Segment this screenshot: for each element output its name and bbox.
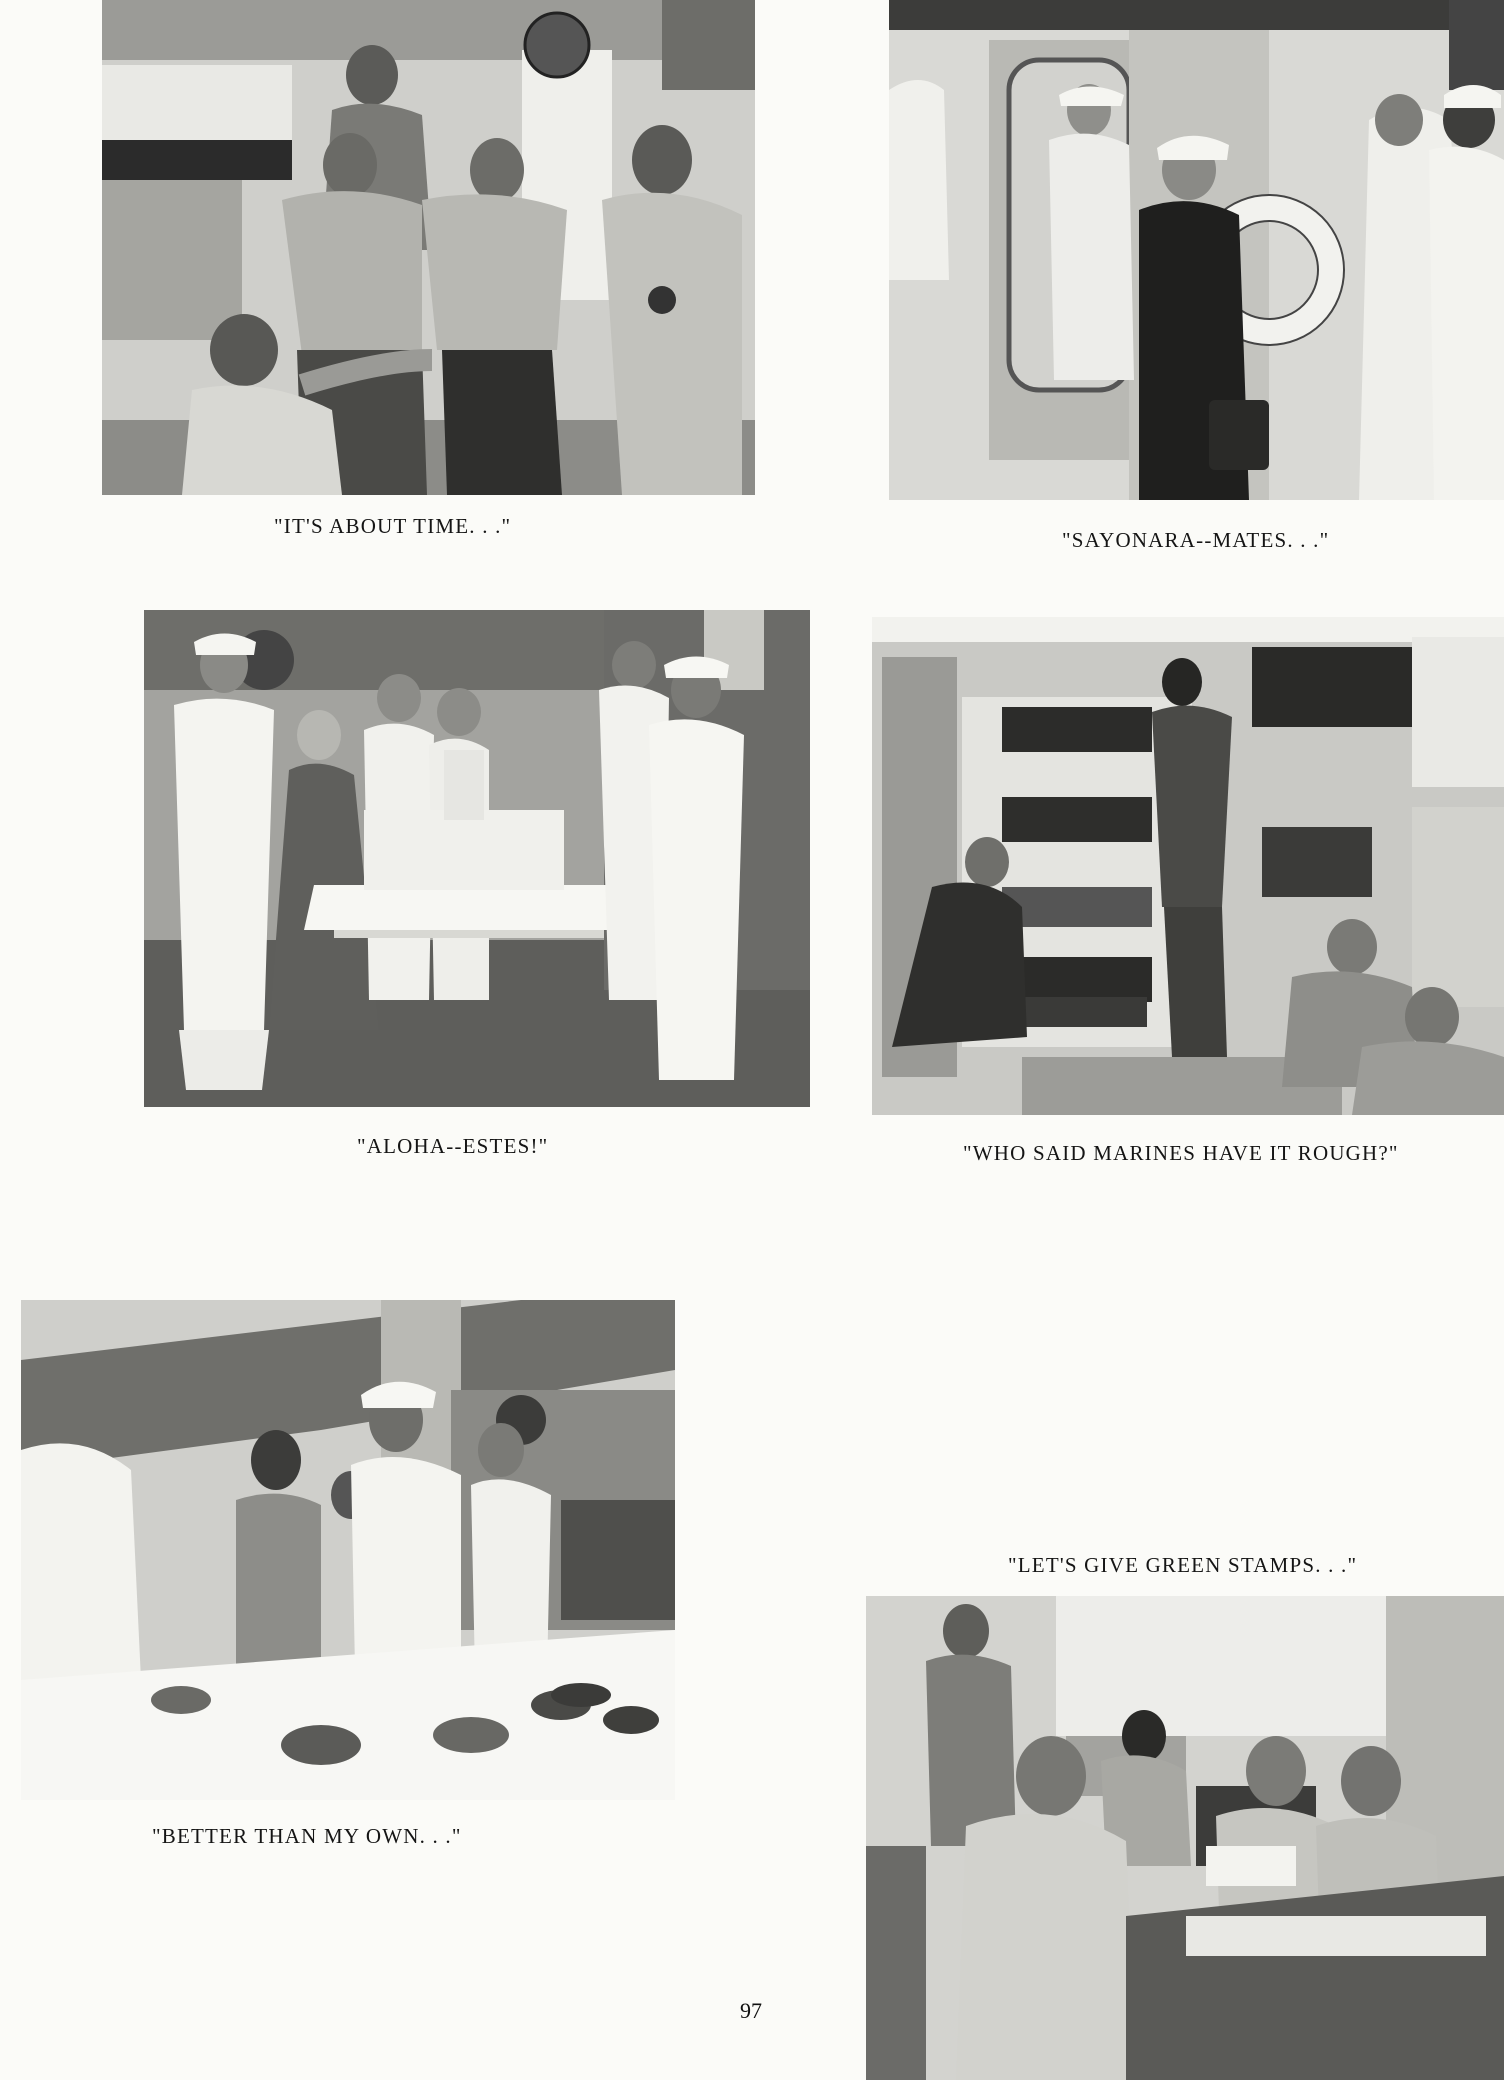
photo-aloha-estes	[144, 610, 810, 1107]
photo-sayonara-mates-image	[889, 0, 1504, 500]
caption-who-said-marines: "WHO SAID MARINES HAVE IT ROUGH?"	[963, 1141, 1399, 1165]
photo-who-said-marines	[872, 617, 1504, 1115]
caption-aloha-estes: "ALOHA--ESTES!"	[357, 1134, 549, 1158]
caption-better-than-my-own: "BETTER THAN MY OWN. . ."	[152, 1824, 462, 1848]
caption-sayonara-mates: "SAYONARA--MATES. . ."	[1062, 528, 1330, 552]
caption-green-stamps: "LET'S GIVE GREEN STAMPS. . ."	[1008, 1553, 1358, 1577]
photo-its-about-time-image	[102, 0, 755, 495]
photo-green-stamps-image	[866, 1596, 1504, 2080]
photo-sayonara-mates	[889, 0, 1504, 500]
photo-better-than-my-own-image	[21, 1300, 675, 1800]
caption-its-about-time: "IT'S ABOUT TIME. . ."	[274, 514, 512, 538]
photo-better-than-my-own	[21, 1300, 675, 1800]
photo-its-about-time	[102, 0, 755, 495]
photo-who-said-marines-image	[872, 617, 1504, 1115]
photo-aloha-estes-image	[144, 610, 810, 1107]
photo-green-stamps	[866, 1596, 1504, 2080]
page-number: 97	[740, 1998, 762, 2023]
